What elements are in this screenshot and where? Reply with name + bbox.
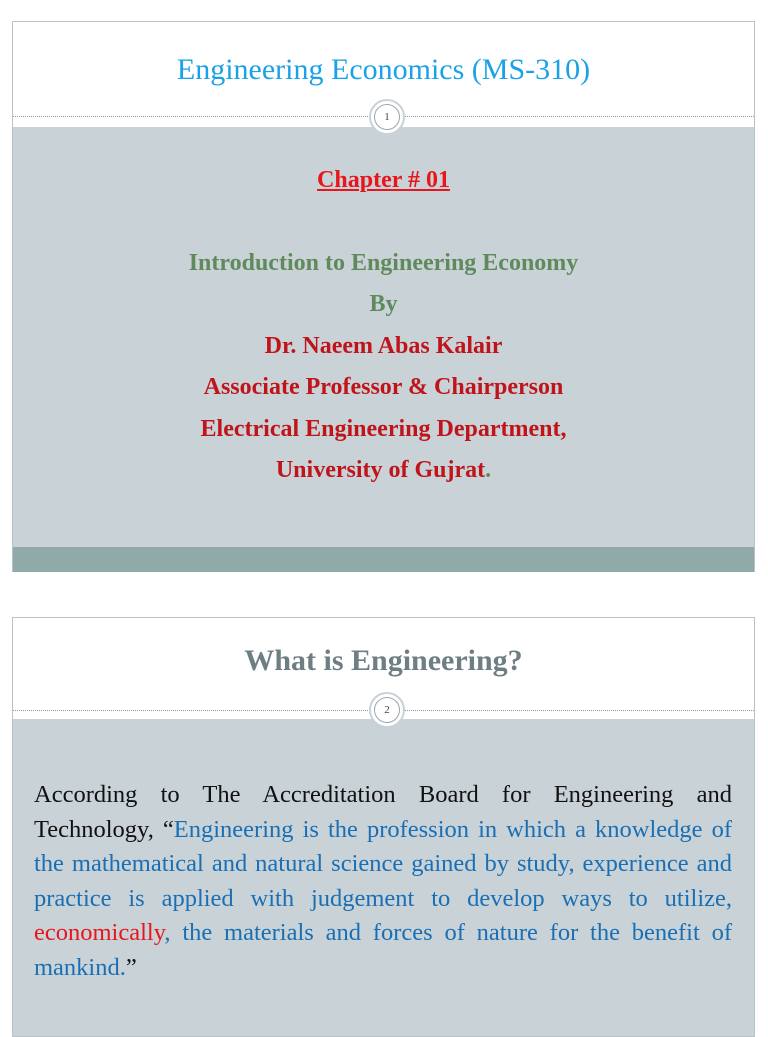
author-name: Dr. Naeem Abas Kalair bbox=[264, 333, 503, 359]
author-position: Associate Professor & Chairperson bbox=[203, 374, 564, 400]
slide-1-body bbox=[13, 127, 754, 547]
author-department: Electrical Engineering Department, bbox=[200, 416, 567, 442]
slide-2 bbox=[12, 617, 755, 1037]
definition-highlight: economically bbox=[34, 919, 165, 946]
definition-quote-end: , the materials and forces of nature for the benefit of mankind. bbox=[34, 919, 732, 981]
university-period: . bbox=[485, 457, 492, 483]
slide-number-badge: 1 bbox=[369, 99, 405, 135]
by-label: By bbox=[369, 291, 398, 317]
slide-1-footer-band bbox=[13, 547, 754, 572]
slide-1 bbox=[12, 21, 755, 572]
definition-quote-start: Engineering is the profession in which a knowledge of the mathematical and natural science gained by study, experience and practice is applied with judgement to develop ways to utilize, bbox=[34, 815, 733, 912]
definition-close-quote: ” bbox=[125, 953, 137, 981]
slide-number-badge: 2 bbox=[369, 692, 405, 728]
definition-intro: According to The Accreditation Board for Engineering and Technology, “ bbox=[34, 781, 732, 843]
engineering-definition bbox=[34, 778, 732, 985]
slide-1-title: Engineering Economics (MS-310) bbox=[176, 53, 591, 86]
university-name: University of Gujrat bbox=[275, 457, 486, 483]
chapter-subtitle: Introduction to Engineering Economy bbox=[188, 250, 579, 276]
chapter-heading: Chapter # 01 bbox=[317, 167, 450, 193]
slide-2-title: What is Engineering? bbox=[244, 644, 523, 677]
author-university bbox=[13, 457, 754, 484]
